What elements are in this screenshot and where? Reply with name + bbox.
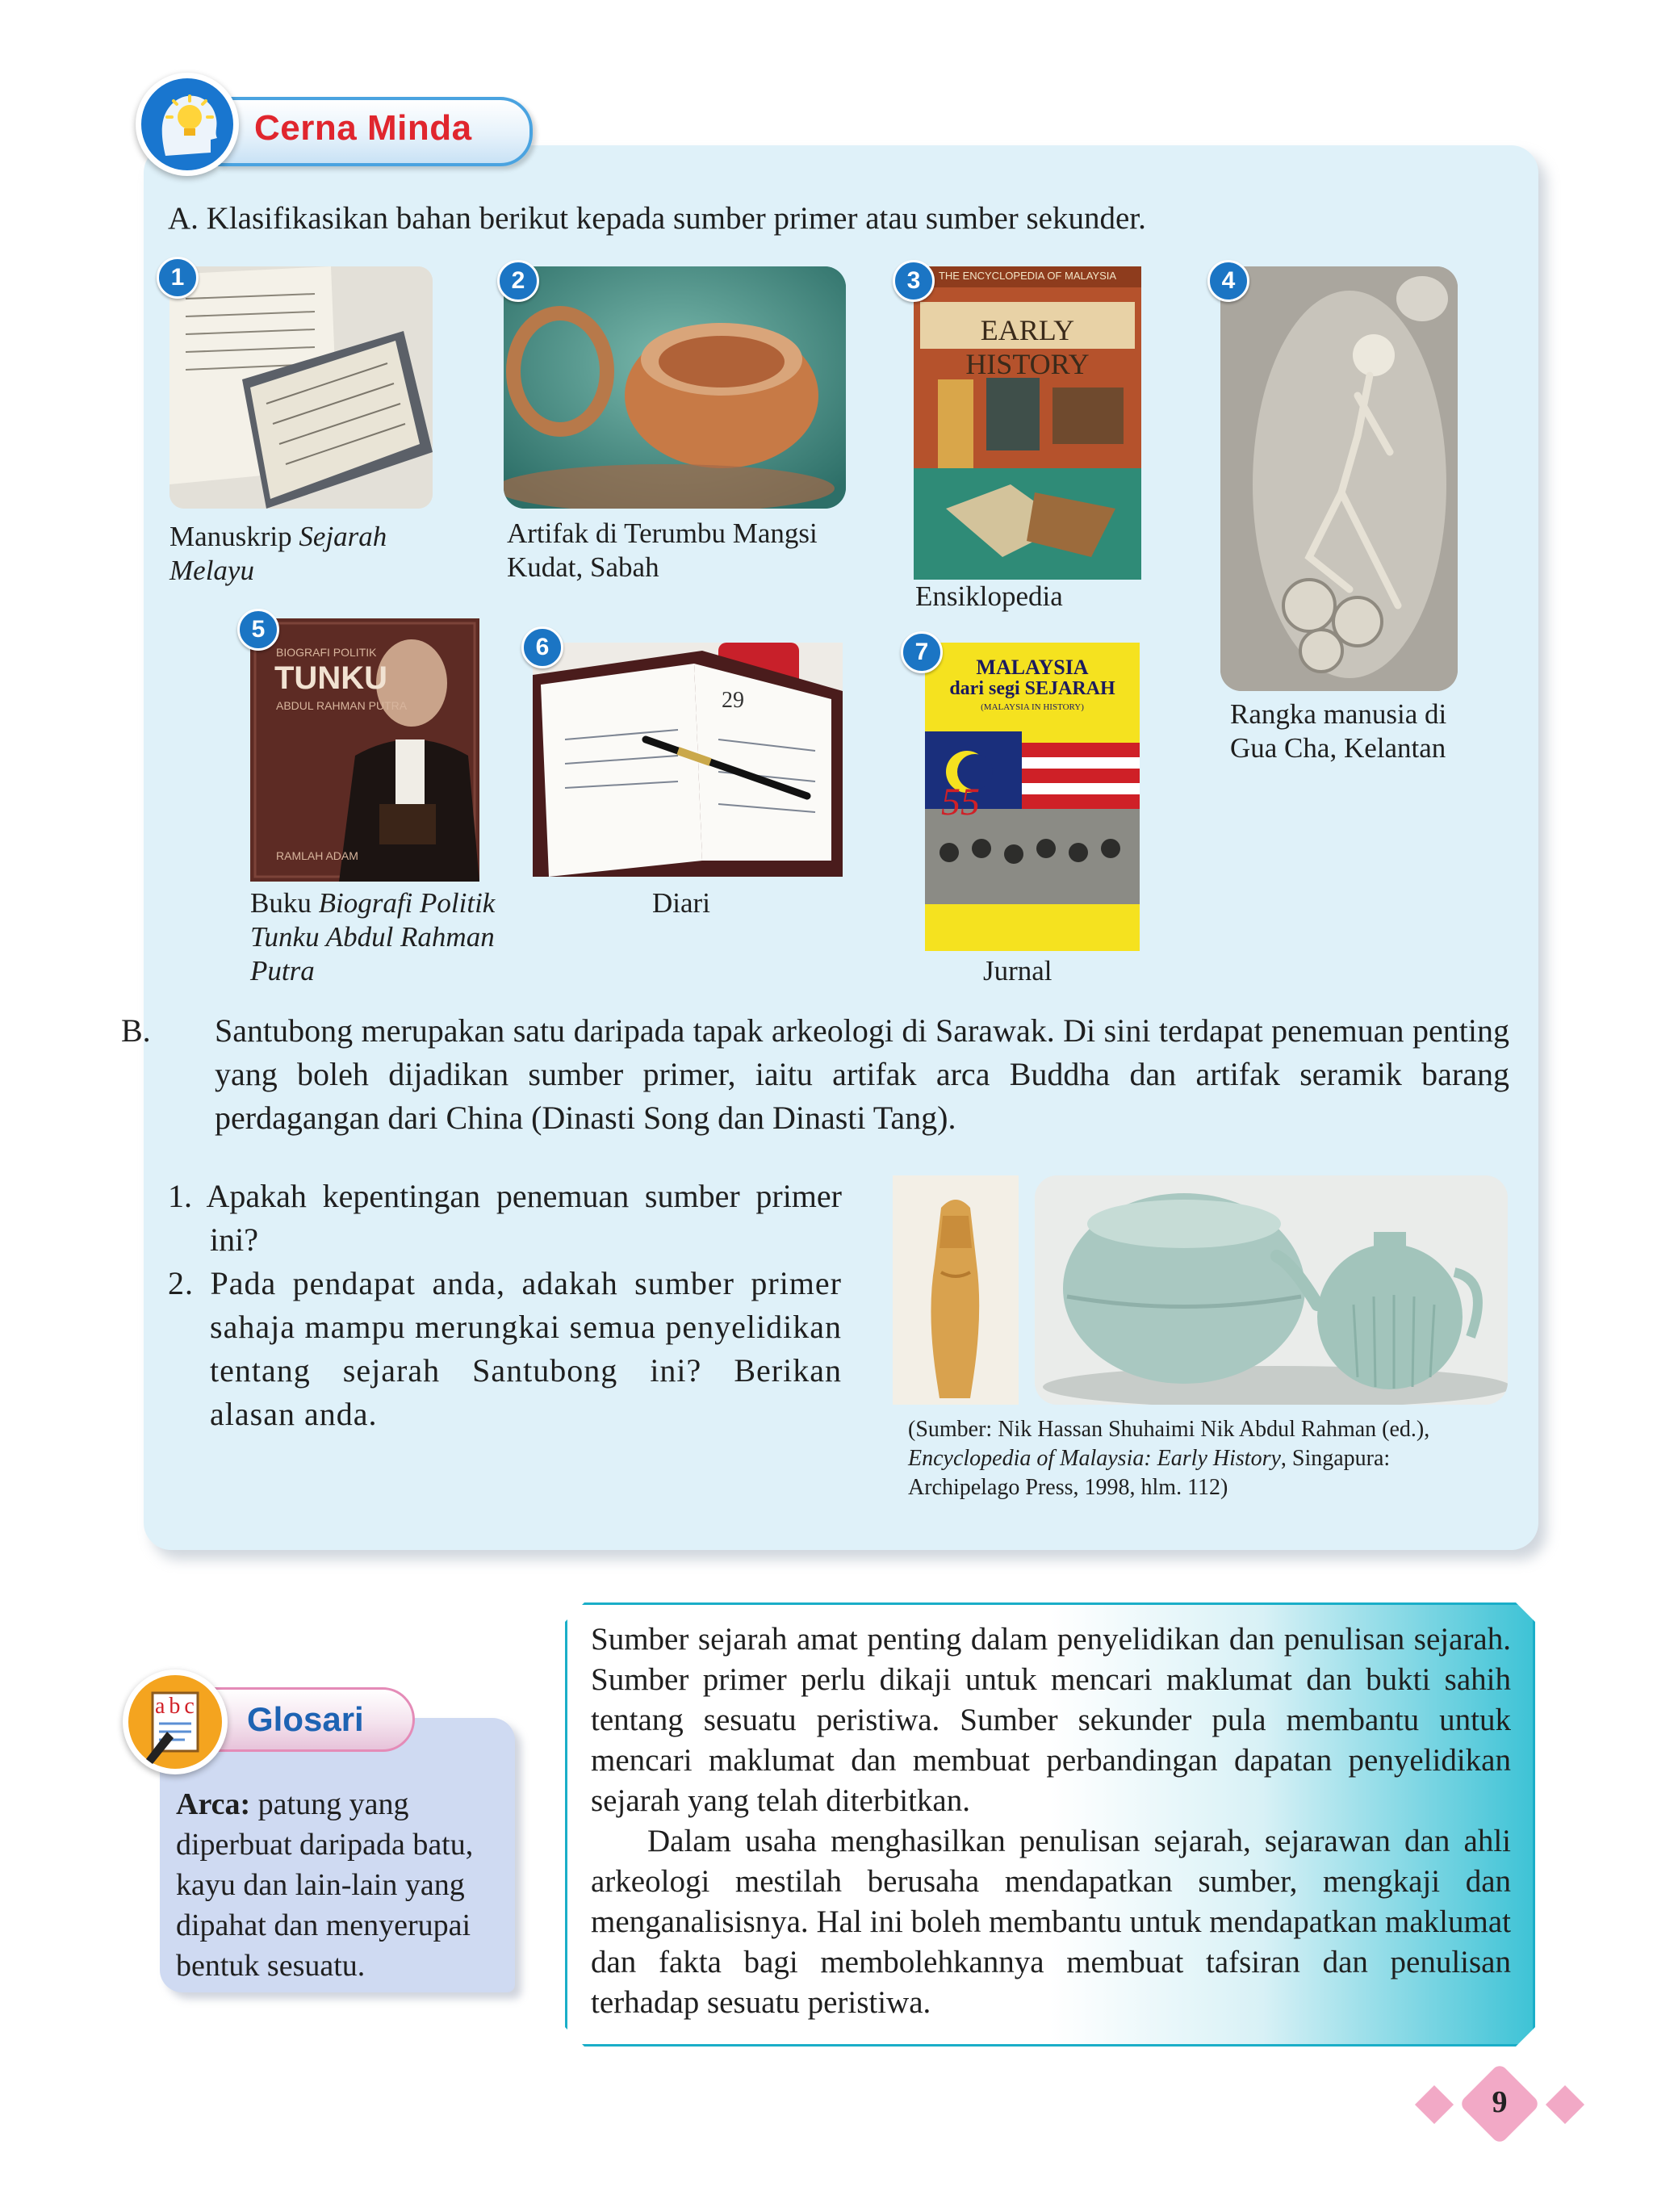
caption-encyclopedia: Ensiklopedia bbox=[915, 580, 1063, 612]
summary-paragraph-1: Sumber sejarah amat penting dalam penyelidikan dan penulisan sejarah. Sumber primer perlu dikaji untuk mencari maklumat dan bukti sahih tentang sesuatu peristiwa. Sumber sekunder pula membantu untuk mencari maklumat dan membuat perbandingan dapatan penyelidikan sejarah yang telah diterbitkan. bbox=[591, 1622, 1511, 1818]
journal-subtitle: (MALAYSIA IN HISTORY) bbox=[981, 702, 1084, 712]
page-number-diamond-left bbox=[1415, 2085, 1454, 2124]
item-number-6: 6 bbox=[521, 626, 563, 668]
journal-issue-number: 55 bbox=[941, 781, 980, 823]
glossary-term: Arca: bbox=[176, 1787, 251, 1821]
page-number: 9 bbox=[1492, 2085, 1508, 2119]
item-number-7: 7 bbox=[901, 631, 943, 673]
diary-photo bbox=[533, 643, 843, 877]
seabed-artifact-photo bbox=[504, 266, 846, 509]
glossary-title: Glosari bbox=[247, 1700, 364, 1738]
glossary-abc-icon bbox=[123, 1669, 228, 1774]
caption-artifact: Artifak di Terumbu Mangsi Kudat, Sabah bbox=[507, 517, 818, 583]
biography-cover-author: RAMLAH ADAM bbox=[276, 849, 358, 862]
sub-question-list bbox=[168, 1175, 842, 1436]
caption-biography: Buku Biografi Politik Tunku Abdul Rahman Putra bbox=[250, 887, 496, 987]
glossary-icon-text: a b c bbox=[155, 1694, 194, 1719]
caption-journal: Jurnal bbox=[983, 955, 1052, 987]
item-number-5: 5 bbox=[237, 609, 279, 651]
glossary-definition: Arca: patung yang diperbuat daripada batu, kayu dan lain-lain yang dipahat dan menyerupai bentuk sesuatu. bbox=[176, 1787, 474, 1983]
caption-skeleton: Rangka manusia di Gua Cha, Kelantan bbox=[1230, 698, 1447, 764]
biography-cover-title: TUNKU bbox=[274, 660, 387, 696]
sub-question-2: 2. Pada pendapat anda, adakah sumber primer sahaja mampu merungkai semua penyelidikan tentang sejarah Santubong ini? Berikan alasan anda. bbox=[168, 1265, 842, 1432]
source-citation: (Sumber: Nik Hassan Shuhaimi Nik Abdul Rahman (ed.), Encyclopedia of Malaysia: Early History, Singapura: Archipelago Press, 1998, hlm. 112) bbox=[908, 1417, 1430, 1500]
biography-cover-sub: ABDUL RAHMAN PUTRA bbox=[276, 699, 408, 712]
page-number-diamond-right bbox=[1546, 2085, 1584, 2124]
encyclopedia-cover-title: EARLY HISTORY bbox=[965, 314, 1090, 380]
item-number-3: 3 bbox=[893, 260, 935, 302]
head-bulb-icon bbox=[136, 73, 239, 176]
sub-question-1: 1. Apakah kepentingan penemuan sumber primer ini? bbox=[168, 1178, 842, 1258]
summary-text bbox=[591, 1619, 1511, 2023]
manuscript-photo bbox=[169, 266, 433, 509]
journal-title-1: MALAYSIA bbox=[976, 656, 1089, 679]
summary-paragraph-2: Dalam usaha menghasilkan penulisan sejarah, sejarawan dan ahli arkeologi mestilah berusaha mendapatkan sumber, mengkaji dan menganalisisnya. Hal ini boleh membantu untuk mendapatkan maklumat dan fakta bagi membolehkannya membuat tafsiran dan penulisan terhadap sesuatu peristiwa. bbox=[591, 1824, 1511, 2020]
item-number-4: 4 bbox=[1207, 260, 1249, 302]
journal-title-2: dari segi SEJARAH bbox=[949, 678, 1115, 699]
skeleton-photo bbox=[1220, 266, 1458, 691]
cerna-minda-title: Cerna Minda bbox=[254, 108, 472, 148]
ceramics-photo bbox=[1035, 1175, 1508, 1405]
diary-page-number: 29 bbox=[722, 688, 744, 713]
question-a: A. Klasifikasikan bahan berikut kepada sumber primer atau sumber sekunder. bbox=[168, 201, 1146, 236]
item-number-2: 2 bbox=[497, 260, 539, 302]
encyclopedia-cover-top: THE ENCYCLOPEDIA OF MALAYSIA bbox=[938, 270, 1117, 282]
item-number-1: 1 bbox=[157, 257, 199, 299]
question-b: B. Santubong merupakan satu daripada tapak arkeologi di Sarawak. Di sini terdapat penemuan penting yang boleh dijadikan sumber primer, iaitu artifak arca Buddha dan artifak seramik barang perdagangan dari China (Dinasti Song dan Dinasti Tang). bbox=[121, 1012, 1509, 1136]
caption-diary: Diari bbox=[652, 887, 710, 919]
biography-cover-top: BIOGRAFI POLITIK bbox=[276, 646, 377, 659]
buddha-statue-photo bbox=[893, 1175, 1019, 1405]
caption-manuscript: Manuskrip Sejarah Melayu bbox=[169, 521, 387, 586]
